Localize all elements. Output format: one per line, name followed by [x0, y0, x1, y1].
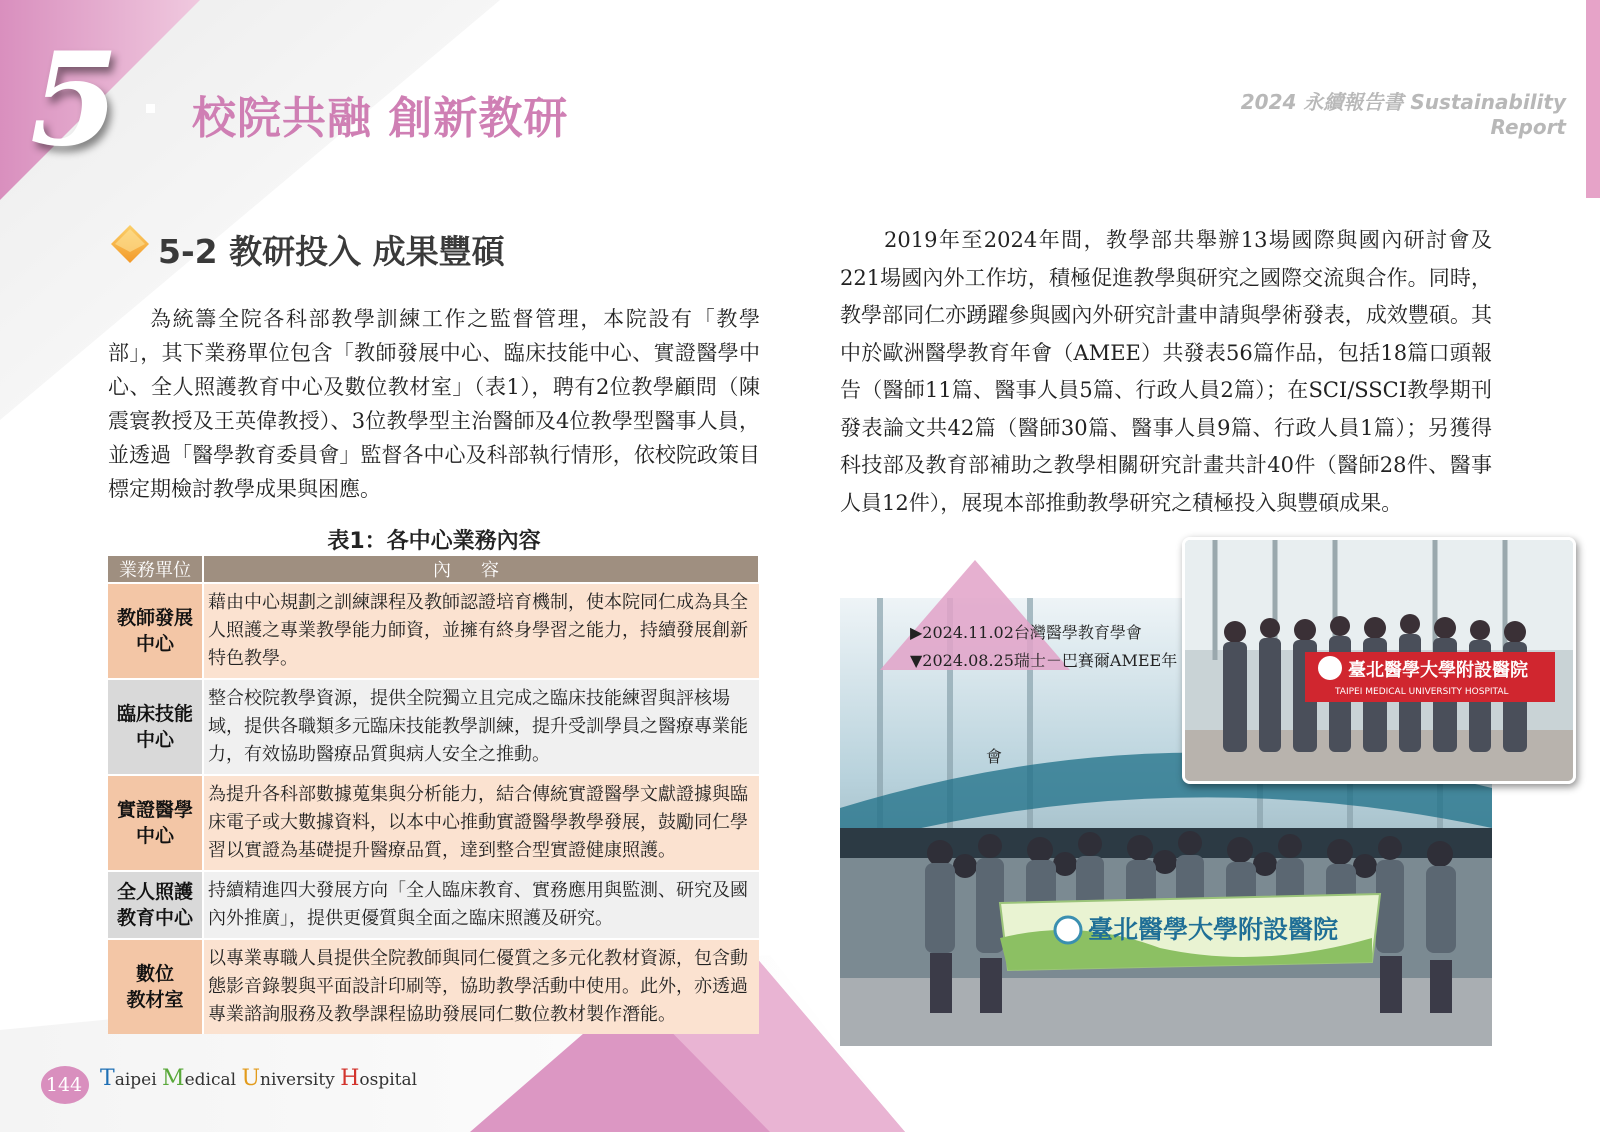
table-header-unit: 業務單位 — [108, 556, 203, 583]
chapter-number: 5 — [30, 25, 120, 175]
table-row-unit: 數位 教材室 — [108, 939, 203, 1034]
main-photo-banner-text: 臺北醫學大學附設醫院 — [1088, 915, 1339, 944]
table-row-content: 以專業專職人員提供全院教師與同仁優質之多元化教材資源，包含動態影音錄製與平面設計印刷等，協助教學活動中使用。此外，亦透過專業諮詢服務及教學課程協助發展同仁數位教材製作潛能。 — [203, 939, 759, 1034]
table-row-unit: 教師發展 中心 — [108, 583, 203, 679]
table-row-content: 整合校院教學資源，提供全院獨立且完成之臨床技能練習與評核場域，提供各職類多元臨床技能教學訓練，提升受訓學員之醫療專業能力，有效協助醫療品質與病人安全之推動。 — [203, 679, 759, 775]
table-row-unit: 實證醫學 中心 — [108, 775, 203, 871]
achievement-paragraph: 2019年至2024年間，教學部共舉辦13場國際與國內研討會及221場國內外工作坊，積極促進教學與研究之國際交流與合作。同時，教學部同仁亦踴躍參與國內外研究計畫申請與學術發表，成效豐碩。其中於歐洲醫學教育年會（AMEE）共發表56篇作品，包括18篇口頭報告（醫師11篇、醫事人員5篇、行政人員2篇）；在SCI/SSCI教學期刊發表論文共42篇（醫師30篇、醫事人員9篇、行政人員1篇）；另獲得科技部及教育部補助之教學相關研究計畫共計40件（醫師28件、醫事人員12件），展現本部推動教學研究之積極投入與豐碩成果。 — [840, 228, 1492, 515]
section-heading: 5-2 教研投入 成果豐碩 — [158, 232, 505, 271]
table-row-content: 為提升各科部數據蒐集與分析能力，結合傳統實證醫學文獻證據與臨床電子或大數據資料，以本中心推動實證醫學教學發展，鼓勵同仁學習以實證為基礎提升醫療品質，達到整合型實證健康照護。 — [203, 775, 759, 871]
photo-caption-2: ▼2024.08.25瑞士－巴賽爾AMEE年 — [910, 651, 1178, 670]
table-header-content: 內容 — [203, 556, 759, 583]
table-row — [108, 871, 759, 939]
photo-caption-3: 會 — [986, 747, 1003, 766]
page-number: 144 — [45, 1074, 83, 1096]
table-row-unit: 臨床技能 中心 — [108, 679, 203, 775]
inset-banner-text: 臺北醫學大學附設醫院 — [1348, 660, 1528, 681]
chapter-dot — [146, 104, 155, 113]
photo-caption-1: ▶2024.11.02台灣醫學教育學會 — [910, 623, 1142, 642]
table-row — [108, 775, 759, 871]
table-row — [108, 583, 759, 679]
report-title: 2024 永續報告書 Sustainability Report — [1240, 90, 1566, 139]
diamond-icon — [110, 224, 150, 264]
intro-paragraph: 為統籌全院各科部教學訓練工作之監督管理，本院設有「教學部」，其下業務單位包含「教師發展中心、臨床技能中心、實證醫學中心、全人照護教育中心及數位教材室」（表1），聘有2位教學顧問（陳震寰教授及王英偉教授）、3位教學型主治醫師及4位教學型醫事人員，並透過「醫學教育委員會」監督各中心及科部執行情形，依校院政策目標定期檢討教學成果與困應。 — [108, 307, 760, 501]
table-row — [108, 939, 759, 1034]
table-row — [108, 679, 759, 775]
inset-banner-english: TAIPEI MEDICAL UNIVERSITY HOSPITAL — [1335, 687, 1509, 697]
table-header-row — [108, 556, 759, 583]
group-photo-tame — [1182, 537, 1576, 784]
right-edge-bar — [1586, 0, 1600, 198]
table-row-content: 持續精進四大發展方向「全人臨床教育、實務應用與監測、研究及國內外推廣」，提供更優質與全面之臨床照護及研究。 — [203, 871, 759, 939]
chapter-title: 校院共融 創新教研 — [192, 93, 569, 144]
table-caption: 表1：各中心業務內容 — [327, 529, 541, 554]
table-row-content: 藉由中心規劃之訓練課程及教師認證培育機制，使本院同仁成為具全人照護之專業教學能力師資，並擁有終身學習之能力，持續發展創新特色教學。 — [203, 583, 759, 679]
table-row-unit: 全人照護 教育中心 — [108, 871, 203, 939]
hospital-logo-text: Taipei Medical University Hospital — [100, 1066, 418, 1091]
center-business-table — [108, 556, 760, 1034]
